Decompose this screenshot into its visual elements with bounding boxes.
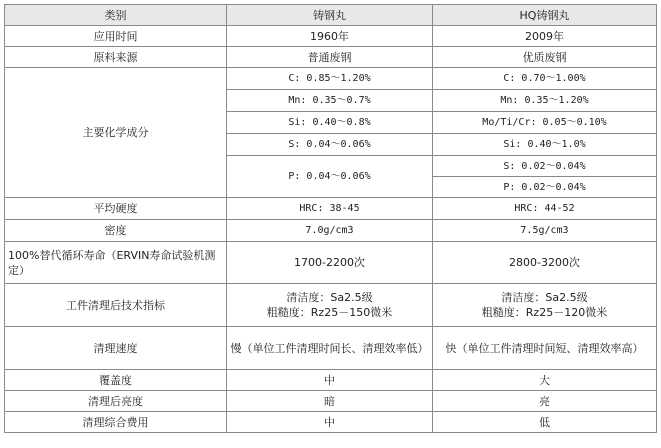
table-row	[5, 391, 657, 412]
table-row	[5, 68, 657, 90]
table-row	[5, 412, 657, 433]
roughness-text: 粗糙度：Rz25－120微米	[481, 306, 608, 319]
cell-value: 快（单位工件清理时间短、清理效率高）	[433, 327, 657, 370]
cell-value: 7.0g/cm3	[227, 220, 433, 242]
row-label: 100%替代循环寿命（ERVIN寿命试验机测定）	[5, 242, 227, 284]
cell-value: Mn: 0.35～1.20%	[433, 90, 657, 112]
header-hq-cast-steel-shot: HQ铸钢丸	[433, 5, 657, 26]
cell-value: 2009年	[433, 26, 657, 47]
table-row	[5, 370, 657, 391]
cell-value: S: 0.04～0.06%	[227, 134, 433, 156]
cell-value: S: 0.02～0.04%	[433, 156, 657, 177]
table-row	[5, 47, 657, 68]
cell-value: 2800-3200次	[433, 242, 657, 284]
cleanliness-text: 清洁度：Sa2.5级	[286, 291, 373, 304]
row-label: 覆盖度	[5, 370, 227, 391]
cell-value: 大	[433, 370, 657, 391]
cell-value: 普通废钢	[227, 47, 433, 68]
header-category: 类别	[5, 5, 227, 26]
cell-value: 1700-2200次	[227, 242, 433, 284]
row-label: 清理速度	[5, 327, 227, 370]
row-label: 原料来源	[5, 47, 227, 68]
cell-value: C: 0.70～1.00%	[433, 68, 657, 90]
roughness-text: 粗糙度：Rz25－150微米	[266, 306, 393, 319]
table-row	[5, 284, 657, 327]
header-cast-steel-shot: 铸钢丸	[227, 5, 433, 26]
table-row	[5, 220, 657, 242]
cell-value: 优质废钢	[433, 47, 657, 68]
cell-value	[227, 284, 433, 327]
table-row	[5, 242, 657, 284]
cell-value: HRC: 44-52	[433, 198, 657, 220]
cell-value: Mn: 0.35～0.7%	[227, 90, 433, 112]
cell-value: Si: 0.40～0.8%	[227, 112, 433, 134]
row-label: 平均硬度	[5, 198, 227, 220]
cell-value: Si: 0.40～1.0%	[433, 134, 657, 156]
table-row	[5, 198, 657, 220]
row-label: 工件清理后技术指标	[5, 284, 227, 327]
cell-value: 7.5g/cm3	[433, 220, 657, 242]
row-label: 清理综合费用	[5, 412, 227, 433]
cell-value	[433, 284, 657, 327]
comparison-table	[4, 4, 657, 433]
cell-value: P: 0.02～0.04%	[433, 177, 657, 198]
cell-value: 亮	[433, 391, 657, 412]
row-label: 密度	[5, 220, 227, 242]
row-label: 主要化学成分	[5, 68, 227, 198]
cell-value: C: 0.85～1.20%	[227, 68, 433, 90]
row-label: 应用时间	[5, 26, 227, 47]
cell-value: 1960年	[227, 26, 433, 47]
cell-value: 慢（单位工件清理时间长、清理效率低）	[227, 327, 433, 370]
cleanliness-text: 清洁度：Sa2.5级	[501, 291, 588, 304]
row-label: 清理后亮度	[5, 391, 227, 412]
cell-value: HRC: 38-45	[227, 198, 433, 220]
cell-value: 低	[433, 412, 657, 433]
cell-value: Mo/Ti/Cr: 0.05～0.10%	[433, 112, 657, 134]
header-row	[5, 5, 657, 26]
table-row	[5, 327, 657, 370]
table-row	[5, 26, 657, 47]
cell-value: 暗	[227, 391, 433, 412]
cell-value: P: 0.04～0.06%	[227, 156, 433, 198]
cell-value: 中	[227, 412, 433, 433]
cell-value: 中	[227, 370, 433, 391]
